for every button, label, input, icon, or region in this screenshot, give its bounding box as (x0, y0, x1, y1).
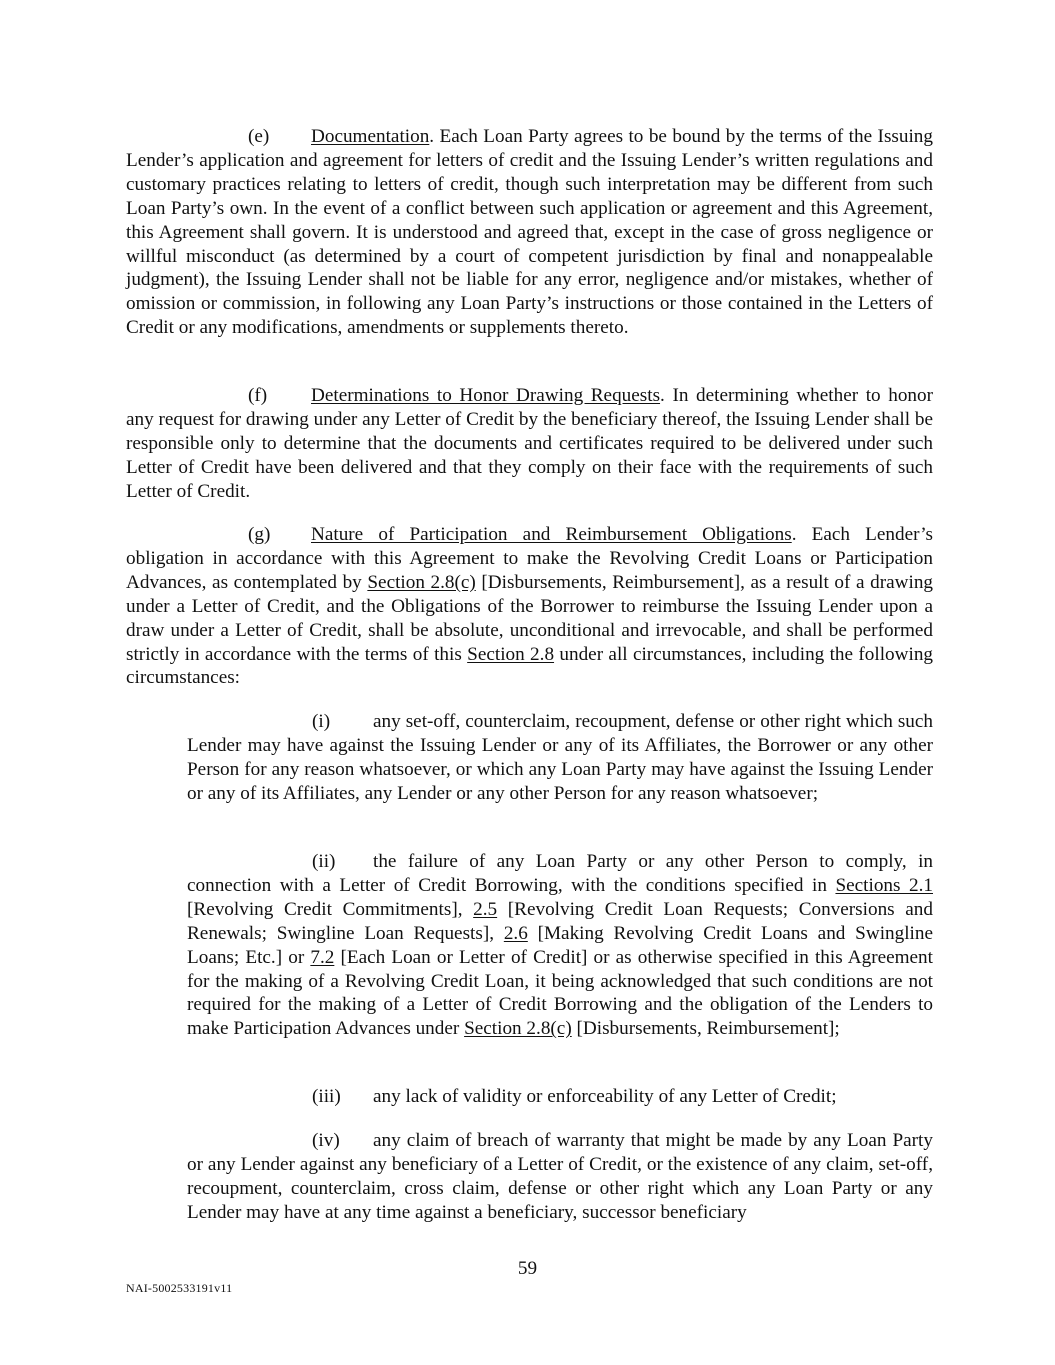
cross-reference-link: Section 2.8(c) (367, 571, 476, 593)
paragraph-g (126, 523, 933, 690)
paragraph-text: [Disbursements, Reimbursement], as a result of a drawing under a Letter of Credit, and the Obligations of the Borrower to reimburse the Issuing Lender upon a draw under a Letter of Credit, shall be absolute, unconditional and irrevocable, and shall be performed strictly in accordance with the terms of this (126, 571, 934, 665)
subparagraph-label: (iii) (312, 1086, 341, 1107)
paragraph-heading: Documentation (311, 126, 430, 147)
subparagraph-text: any claim of breach of warranty that might be made by any Loan Party or any Lender against any beneficiary of a Letter of Credit, or the existence of any claim, set-off, recoupment, counterclaim, cross claim, defense or other right which any Loan Party or any Lender may have at any time against a beneficiary, successor beneficiary (187, 1130, 933, 1223)
subparagraph-text: [Each Loan or Letter of Credit] or as otherwise specified in this Agreement for the making of a Revolving Credit Loan, it being acknowledged that such conditions are not required for the making of a Letter of Credit Borrowing and the obligation of the Lenders to make Participation Advances under (187, 946, 933, 1040)
paragraph-text: . In determining whether to honor any request for drawing under any Letter of Credit by the beneficiary thereof, the Issuing Lender shall be responsible only to determine that the documents and certificates required to be delivered under such Letter of Credit have been delivered and that they comply on their face with the requirements of such Letter of Credit. (126, 385, 933, 502)
paragraph-f (126, 384, 933, 504)
subparagraph-text: [Disbursements, Reimbursement]; (571, 1018, 840, 1040)
subparagraph-label: (i) (312, 711, 331, 732)
cross-reference-link: Section 2.8(c) (464, 1018, 572, 1040)
paragraph-text: under all circumstances, including the following circumstances: (126, 643, 934, 689)
subparagraph-text: [Making Revolving Credit Loans and Swingline Loans; Etc.] or (187, 922, 933, 968)
cross-reference-link: 2.6 (503, 922, 528, 944)
subparagraph-iv (187, 1129, 933, 1225)
subparagraph-text: [Revolving Credit Loan Requests; Conversions and Renewals; Swingline Loan Requests], (187, 898, 933, 944)
paragraph-text: . Each Loan Party agrees to be bound by the terms of the Issuing Lender’s application and agreement for letters of credit and the Issuing Lender’s written regulations and customary practices relating to letters of credit, though such interpretation may be different from such Loan Party’s own. In the event of a conflict between such application or agreement and this Agreement, this Agreement shall govern. It is understood and agreed that, except in the case of gross negligence or willful misconduct (as determined by a court of competent jurisdiction by final and nonappealable judgment), the Issuing Lender shall not be liable for any error, negligence and/or mistakes, whether of omission or commission, in following any Loan Party’s instructions or those contained in the Letters of Credit or any modifications, amendments or supplements thereto. (126, 126, 933, 339)
cross-reference-link: 2.5 (473, 898, 498, 920)
subparagraph-text: the failure of any Loan Party or any other Person to comply, in connection with a Letter of Credit Borrowing, with the conditions specified in (187, 851, 933, 896)
cross-reference-link: Sections 2.1 (835, 874, 933, 896)
paragraph-text: . Each Lender’s obligation in accordance with this Agreement to make the Revolving Credit Loans or Participation Advances, as contemplated by (126, 524, 933, 593)
subparagraph-text: [Revolving Credit Commitments], (187, 898, 474, 920)
page-number: 59 (517, 1258, 538, 1279)
subparagraph-i (187, 710, 933, 806)
paragraph-heading: Nature of Participation and Reimbursement Obligations (311, 524, 792, 545)
subparagraph-text: any lack of validity or enforceability of any Letter of Credit; (373, 1086, 837, 1107)
subparagraph-label: (ii) (312, 851, 336, 872)
paragraph-heading: Determinations to Honor Drawing Requests (311, 385, 661, 406)
subparagraph-iii (187, 1085, 933, 1109)
paragraph-e (126, 125, 933, 340)
cross-reference-link: Section 2.8 (467, 643, 555, 665)
subparagraph-ii (187, 850, 933, 1041)
subparagraph-label: (iv) (312, 1130, 340, 1151)
paragraph-label: (g) (248, 524, 271, 545)
paragraph-label: (f) (248, 385, 268, 406)
document-id: NAI-5002533191v11 (126, 1281, 233, 1295)
subparagraph-text: any set-off, counterclaim, recoupment, defense or other right which such Lender may have against the Issuing Lender or any of its Affiliates, the Borrower or any other Person for any reason whatsoever, or which any Loan Party may have against the Issuing Lender or any of its Affiliates, any Lender or any other Person for any reason whatsoever; (187, 711, 933, 804)
cross-reference-link: 7.2 (310, 946, 335, 968)
paragraph-label: (e) (248, 126, 270, 147)
